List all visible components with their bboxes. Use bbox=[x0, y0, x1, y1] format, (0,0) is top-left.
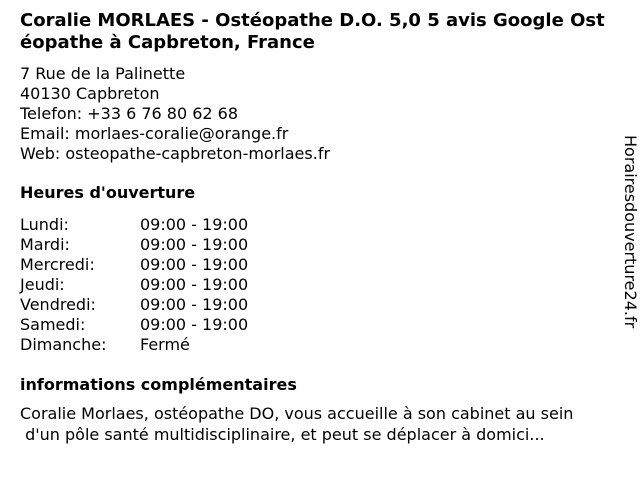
info-description bbox=[20, 403, 620, 445]
hours-row bbox=[20, 235, 620, 255]
site-watermark: Horairesdouverture24.fr bbox=[621, 135, 640, 329]
hours-row bbox=[20, 315, 620, 335]
hours-day: Mercredi: bbox=[20, 255, 95, 274]
phone-number: Telefon: +33 6 76 80 62 68 bbox=[20, 104, 239, 123]
hours-time: 09:00 - 19:00 bbox=[140, 215, 249, 234]
hours-time: 09:00 - 19:00 bbox=[140, 235, 249, 254]
hours-row bbox=[20, 295, 620, 315]
website: Web: osteopathe-capbreton-morlaes.fr bbox=[20, 144, 331, 163]
hours-row bbox=[20, 275, 620, 295]
street-address: 7 Rue de la Palinette bbox=[20, 64, 186, 83]
hours-day: Dimanche: bbox=[20, 335, 107, 354]
hours-time: Fermé bbox=[140, 335, 190, 354]
hours-row bbox=[20, 215, 620, 235]
hours-time: 09:00 - 19:00 bbox=[140, 315, 249, 334]
hours-day: Lundi: bbox=[20, 215, 69, 234]
info-heading: informations complémentaires bbox=[20, 375, 297, 394]
hours-day: Vendredi: bbox=[20, 295, 96, 314]
hours-time: 09:00 - 19:00 bbox=[140, 255, 249, 274]
opening-hours-list bbox=[20, 215, 620, 355]
hours-day: Samedi: bbox=[20, 315, 86, 334]
hours-row bbox=[20, 255, 620, 275]
page-title-line-1: Coralie MORLAES - Ostéopathe D.O. 5,0 5 avis Googl bbox=[20, 10, 552, 31]
hours-time: 09:00 - 19:00 bbox=[140, 275, 249, 294]
page-title bbox=[20, 10, 610, 54]
business-card bbox=[20, 10, 620, 445]
page-title-line-2: e Ostéopathe à Capbreton, France bbox=[20, 10, 605, 53]
hours-time: 09:00 - 19:00 bbox=[140, 295, 249, 314]
hours-day: Mardi: bbox=[20, 235, 70, 254]
info-line: Coralie Morlaes, ostéopathe DO, vous accueille à son cabinet au sein bbox=[20, 404, 574, 423]
info-line: d'un pôle santé multidisciplinaire, et peut se déplacer à domici... bbox=[20, 425, 545, 444]
email-address: Email: morlaes-coralie@orange.fr bbox=[20, 124, 289, 143]
hours-heading: Heures d'ouverture bbox=[20, 183, 196, 202]
contact-block bbox=[20, 64, 620, 164]
hours-day: Jeudi: bbox=[20, 275, 65, 294]
city-address: 40130 Capbreton bbox=[20, 84, 160, 103]
hours-row bbox=[20, 335, 620, 355]
